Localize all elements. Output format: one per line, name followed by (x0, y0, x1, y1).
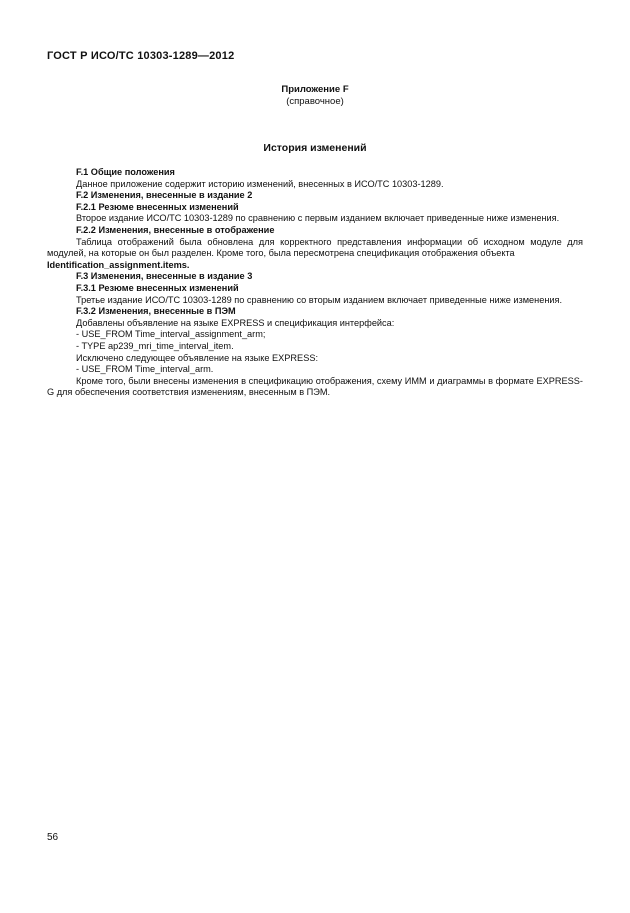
f22-heading: F.2.2 Изменения, внесенные в отображение (76, 224, 275, 235)
f32-list-item-1: - USE_FROM Time_interval_assignment_arm; (76, 329, 266, 340)
f31-heading: F.3.1 Резюме внесенных изменений (76, 282, 239, 293)
f21-paragraph: Второе издание ИСО/ТС 10303-1289 по сравнению с первым изданием включает приведенные ниже изменения. (76, 213, 560, 224)
f22-paragraph (47, 237, 583, 260)
f3-heading: F.3 Изменения, внесенные в издание 3 (76, 271, 253, 282)
f32-removed-paragraph: Исключено следующее объявление на языке EXPRESS: (76, 352, 318, 363)
page-number: 56 (47, 832, 59, 843)
f32-final-paragraph: Кроме того, были внесены изменения в спецификацию отображения, схему ИММ и диаграммы в формате EXPRESS-G для обеспечения соответствия изменениям, внесенным в ПЭМ. (47, 375, 583, 398)
f31-paragraph: Третье издание ИСО/ТС 10303-1289 по сравнению со вторым изданием включает приведенные ниже изменения. (76, 294, 563, 305)
f22-object-line (47, 260, 583, 272)
f22-object-name: Identification_assignment.items. (47, 259, 190, 270)
appendix-heading (0, 84, 630, 108)
f1-heading: F.1 Общие положения (76, 167, 175, 177)
f32-added-paragraph: Добавлены объявление на языке EXPRESS и спецификация интерфейса: (76, 317, 395, 328)
f21-heading: F.2.1 Резюме внесенных изменений (76, 201, 239, 212)
f1-paragraph: Данное приложение содержит историю изменений, внесенных в ИСО/ТС 10303-1289. (76, 178, 444, 189)
appendix-subtitle: (справочное) (286, 96, 344, 107)
page-header: ГОСТ Р ИСО/ТС 10303-1289—2012 (47, 50, 235, 62)
f32-list-item-3: - USE_FROM Time_interval_arm. (76, 364, 214, 375)
f2-heading: F.2 Изменения, внесенные в издание 2 (76, 190, 253, 201)
document-body (47, 167, 583, 399)
f32-heading: F.3.2 Изменения, внесенные в ПЭМ (76, 306, 236, 317)
appendix-title: Приложение F (281, 84, 349, 95)
f22-paragraph-text: Таблица отображений была обновлена для корректного представления информации об исходном модуле для модулей, на которые он был разделен. Кроме того, была пересмотрена спецификация отображения объекта (47, 236, 583, 259)
section-title: История изменений (263, 142, 367, 154)
f32-list-item-2: - TYPE ap239_mri_time_interval_item. (76, 340, 234, 351)
